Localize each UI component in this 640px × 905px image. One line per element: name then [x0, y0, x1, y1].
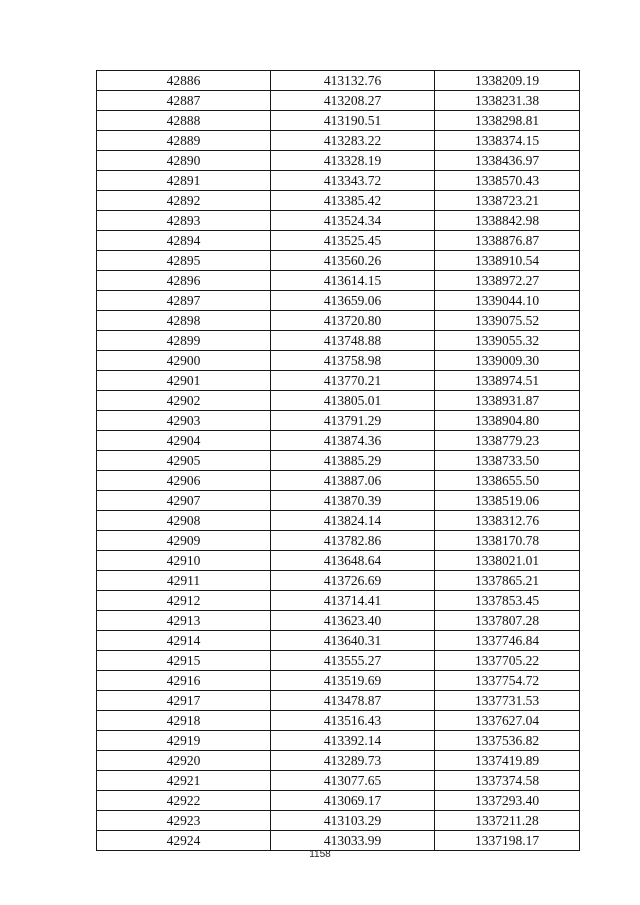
point-id-cell: 42892: [97, 191, 271, 211]
y-coordinate-cell: 1337754.72: [435, 671, 580, 691]
table-row: [97, 351, 580, 371]
y-coordinate-cell: 1337419.89: [435, 751, 580, 771]
x-coordinate-cell: 413392.14: [271, 731, 435, 751]
y-coordinate-cell: 1338231.38: [435, 91, 580, 111]
x-coordinate-cell: 413770.21: [271, 371, 435, 391]
table-row: [97, 471, 580, 491]
y-coordinate-cell: 1338931.87: [435, 391, 580, 411]
x-coordinate-cell: 413525.45: [271, 231, 435, 251]
table-row: [97, 131, 580, 151]
table-row: [97, 811, 580, 831]
x-coordinate-cell: 413623.40: [271, 611, 435, 631]
point-id-cell: 42921: [97, 771, 271, 791]
table-row: [97, 151, 580, 171]
y-coordinate-cell: 1337198.17: [435, 831, 580, 851]
point-id-cell: 42897: [97, 291, 271, 311]
x-coordinate-cell: 413782.86: [271, 531, 435, 551]
y-coordinate-cell: 1338436.97: [435, 151, 580, 171]
coordinates-table-body: [97, 71, 580, 851]
x-coordinate-cell: 413714.41: [271, 591, 435, 611]
x-coordinate-cell: 413385.42: [271, 191, 435, 211]
point-id-cell: 42889: [97, 131, 271, 151]
point-id-cell: 42920: [97, 751, 271, 771]
y-coordinate-cell: 1337807.28: [435, 611, 580, 631]
x-coordinate-cell: 413791.29: [271, 411, 435, 431]
point-id-cell: 42893: [97, 211, 271, 231]
y-coordinate-cell: 1339055.32: [435, 331, 580, 351]
y-coordinate-cell: 1338910.54: [435, 251, 580, 271]
table-row: [97, 791, 580, 811]
coordinates-table: [96, 70, 580, 851]
y-coordinate-cell: 1337746.84: [435, 631, 580, 651]
x-coordinate-cell: 413758.98: [271, 351, 435, 371]
point-id-cell: 42888: [97, 111, 271, 131]
y-coordinate-cell: 1338733.50: [435, 451, 580, 471]
table-row: [97, 411, 580, 431]
table-row: [97, 531, 580, 551]
table-row: [97, 211, 580, 231]
x-coordinate-cell: 413805.01: [271, 391, 435, 411]
point-id-cell: 42906: [97, 471, 271, 491]
table-row: [97, 271, 580, 291]
point-id-cell: 42915: [97, 651, 271, 671]
point-id-cell: 42907: [97, 491, 271, 511]
x-coordinate-cell: 413289.73: [271, 751, 435, 771]
x-coordinate-cell: 413555.27: [271, 651, 435, 671]
x-coordinate-cell: 413748.88: [271, 331, 435, 351]
point-id-cell: 42911: [97, 571, 271, 591]
table-row: [97, 291, 580, 311]
table-row: [97, 311, 580, 331]
point-id-cell: 42887: [97, 91, 271, 111]
x-coordinate-cell: 413516.43: [271, 711, 435, 731]
x-coordinate-cell: 413726.69: [271, 571, 435, 591]
table-row: [97, 171, 580, 191]
point-id-cell: 42903: [97, 411, 271, 431]
page-number: 1158: [309, 849, 331, 860]
y-coordinate-cell: 1338209.19: [435, 71, 580, 91]
y-coordinate-cell: 1337731.53: [435, 691, 580, 711]
point-id-cell: 42924: [97, 831, 271, 851]
x-coordinate-cell: 413190.51: [271, 111, 435, 131]
x-coordinate-cell: 413328.19: [271, 151, 435, 171]
x-coordinate-cell: 413478.87: [271, 691, 435, 711]
table-row: [97, 511, 580, 531]
point-id-cell: 42917: [97, 691, 271, 711]
table-row: [97, 671, 580, 691]
x-coordinate-cell: 413874.36: [271, 431, 435, 451]
y-coordinate-cell: 1338298.81: [435, 111, 580, 131]
y-coordinate-cell: 1339044.10: [435, 291, 580, 311]
table-row: [97, 371, 580, 391]
table-row: [97, 691, 580, 711]
table-row: [97, 71, 580, 91]
x-coordinate-cell: 413069.17: [271, 791, 435, 811]
y-coordinate-cell: 1337536.82: [435, 731, 580, 751]
y-coordinate-cell: 1339009.30: [435, 351, 580, 371]
x-coordinate-cell: 413659.06: [271, 291, 435, 311]
y-coordinate-cell: 1337853.45: [435, 591, 580, 611]
table-row: [97, 631, 580, 651]
y-coordinate-cell: 1338972.27: [435, 271, 580, 291]
point-id-cell: 42919: [97, 731, 271, 751]
y-coordinate-cell: 1337627.04: [435, 711, 580, 731]
y-coordinate-cell: 1338570.43: [435, 171, 580, 191]
table-row: [97, 91, 580, 111]
point-id-cell: 42908: [97, 511, 271, 531]
y-coordinate-cell: 1337705.22: [435, 651, 580, 671]
y-coordinate-cell: 1337211.28: [435, 811, 580, 831]
point-id-cell: 42902: [97, 391, 271, 411]
y-coordinate-cell: 1338779.23: [435, 431, 580, 451]
point-id-cell: 42909: [97, 531, 271, 551]
table-row: [97, 731, 580, 751]
x-coordinate-cell: 413132.76: [271, 71, 435, 91]
point-id-cell: 42899: [97, 331, 271, 351]
table-row: [97, 611, 580, 631]
y-coordinate-cell: 1337865.21: [435, 571, 580, 591]
x-coordinate-cell: 413885.29: [271, 451, 435, 471]
y-coordinate-cell: 1338374.15: [435, 131, 580, 151]
table-row: [97, 331, 580, 351]
x-coordinate-cell: 413283.22: [271, 131, 435, 151]
x-coordinate-cell: 413648.64: [271, 551, 435, 571]
y-coordinate-cell: 1338876.87: [435, 231, 580, 251]
x-coordinate-cell: 413720.80: [271, 311, 435, 331]
x-coordinate-cell: 413519.69: [271, 671, 435, 691]
y-coordinate-cell: 1338519.06: [435, 491, 580, 511]
table-row: [97, 591, 580, 611]
point-id-cell: 42923: [97, 811, 271, 831]
table-row: [97, 191, 580, 211]
x-coordinate-cell: 413614.15: [271, 271, 435, 291]
table-row: [97, 251, 580, 271]
x-coordinate-cell: 413640.31: [271, 631, 435, 651]
table-row: [97, 111, 580, 131]
table-row: [97, 751, 580, 771]
table-row: [97, 651, 580, 671]
x-coordinate-cell: 413560.26: [271, 251, 435, 271]
y-coordinate-cell: 1338312.76: [435, 511, 580, 531]
y-coordinate-cell: 1338170.78: [435, 531, 580, 551]
point-id-cell: 42886: [97, 71, 271, 91]
table-row: [97, 391, 580, 411]
y-coordinate-cell: 1337374.58: [435, 771, 580, 791]
y-coordinate-cell: 1337293.40: [435, 791, 580, 811]
y-coordinate-cell: 1339075.52: [435, 311, 580, 331]
point-id-cell: 42922: [97, 791, 271, 811]
point-id-cell: 42900: [97, 351, 271, 371]
x-coordinate-cell: 413208.27: [271, 91, 435, 111]
table-row: [97, 491, 580, 511]
table-row: [97, 431, 580, 451]
table-row: [97, 451, 580, 471]
point-id-cell: 42910: [97, 551, 271, 571]
y-coordinate-cell: 1338904.80: [435, 411, 580, 431]
table-row: [97, 571, 580, 591]
y-coordinate-cell: 1338974.51: [435, 371, 580, 391]
x-coordinate-cell: 413524.34: [271, 211, 435, 231]
table-row: [97, 711, 580, 731]
point-id-cell: 42912: [97, 591, 271, 611]
point-id-cell: 42898: [97, 311, 271, 331]
point-id-cell: 42916: [97, 671, 271, 691]
table-row: [97, 231, 580, 251]
point-id-cell: 42901: [97, 371, 271, 391]
y-coordinate-cell: 1338723.21: [435, 191, 580, 211]
point-id-cell: 42905: [97, 451, 271, 471]
table-row: [97, 551, 580, 571]
table-row: [97, 771, 580, 791]
point-id-cell: 42904: [97, 431, 271, 451]
x-coordinate-cell: 413103.29: [271, 811, 435, 831]
y-coordinate-cell: 1338842.98: [435, 211, 580, 231]
y-coordinate-cell: 1338655.50: [435, 471, 580, 491]
point-id-cell: 42913: [97, 611, 271, 631]
table-row: [97, 831, 580, 851]
point-id-cell: 42894: [97, 231, 271, 251]
x-coordinate-cell: 413077.65: [271, 771, 435, 791]
x-coordinate-cell: 413887.06: [271, 471, 435, 491]
x-coordinate-cell: 413824.14: [271, 511, 435, 531]
point-id-cell: 42896: [97, 271, 271, 291]
x-coordinate-cell: 413033.99: [271, 831, 435, 851]
point-id-cell: 42914: [97, 631, 271, 651]
y-coordinate-cell: 1338021.01: [435, 551, 580, 571]
x-coordinate-cell: 413870.39: [271, 491, 435, 511]
point-id-cell: 42918: [97, 711, 271, 731]
x-coordinate-cell: 413343.72: [271, 171, 435, 191]
point-id-cell: 42895: [97, 251, 271, 271]
point-id-cell: 42890: [97, 151, 271, 171]
point-id-cell: 42891: [97, 171, 271, 191]
